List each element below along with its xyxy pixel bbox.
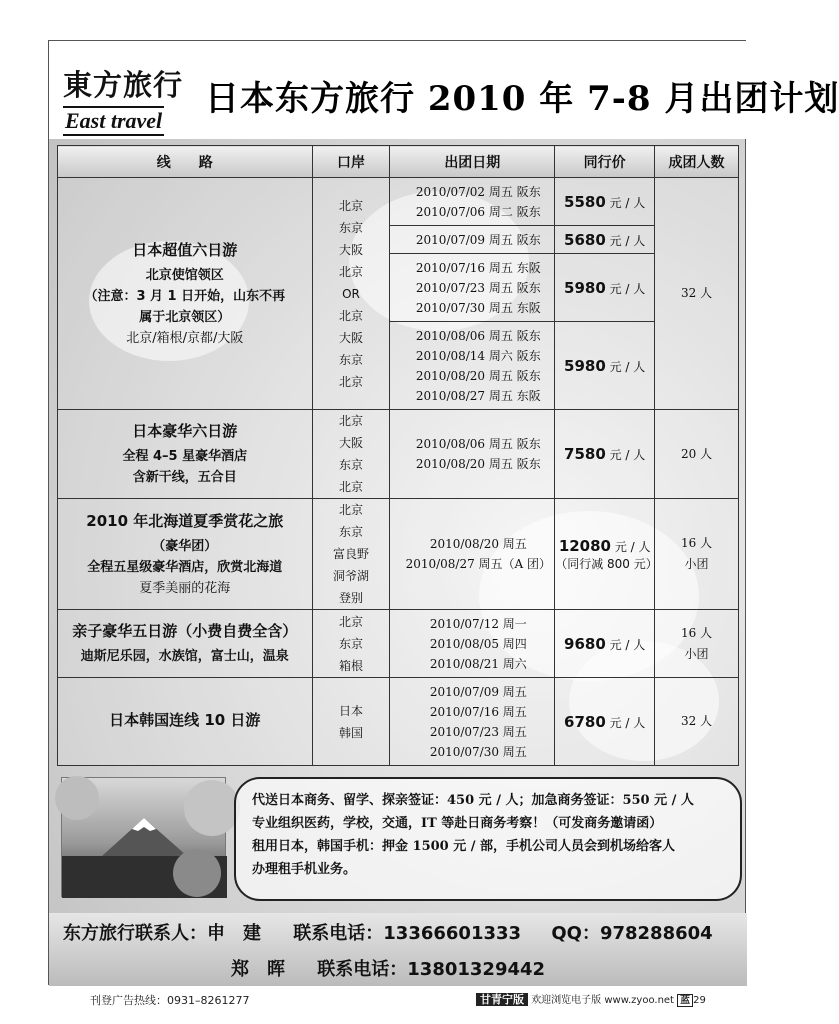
route-title: 亲子豪华五日游（小费自费全含） [72,622,298,640]
mount-fuji-icon [62,778,227,898]
route-title: 2010 年北海道夏季赏花之旅 [86,511,284,530]
departure-date: 2010/07/12 周一 [429,616,527,631]
price-cell [555,322,655,410]
price-unit: 元 / 人 [609,195,646,210]
route-cell [58,410,313,499]
dates-cell [390,178,555,226]
contact-qq: 978288604 [599,923,713,944]
departure-date: 2010/08/06 周五 阪东 [415,437,541,451]
price-unit: 元 / 人 [609,281,646,296]
departure-date: 2010/07/16 周五 东阪 [415,260,541,275]
port-city: OR [342,286,360,301]
port-city: 日本 [338,703,363,718]
dates-cell [390,226,555,254]
route-detail: 全程五星级豪华酒店，欣赏北海道 [87,559,283,575]
departure-date: 2010/08/20 周五 阪东 [415,457,541,471]
route-title: 日本豪华六日游 [132,422,238,440]
contact-label: 东方旅行联系人： [63,923,207,944]
price-value: 5980 [564,356,606,375]
group-size: 小团 [684,557,709,571]
departure-date: 2010/08/20 周五 [429,537,527,551]
dates-cell [390,610,555,678]
route-cell [58,499,313,610]
route-title: 日本超值六日游 [132,240,238,259]
departure-date: 2010/08/27 周五（A 团） [405,557,552,571]
departure-date: 2010/07/30 周五 [429,744,527,759]
port-cell [312,610,390,678]
port-city: 箱根 [338,658,363,673]
col-header-group-size: 成团人数 [655,146,739,178]
col-header-route: 线 路 [58,146,313,178]
group-size: 16 人 [681,536,713,550]
route-detail: 含新干线，五合目 [132,470,237,485]
section-label: 蓝 [677,994,693,1007]
price-unit: 元 / 人 [609,448,646,462]
price-cell [555,410,655,499]
route-cell [58,178,313,410]
dates-cell [390,322,555,410]
dates-cell [390,254,555,322]
price-unit: 元 / 人 [609,637,646,652]
departure-date: 2010/08/06 周五 阪东 [415,328,541,343]
price-value: 5680 [564,230,606,249]
brand-logo [63,63,203,133]
price-unit: 元 / 人 [614,539,651,554]
port-city: 洞爷湖 [332,569,369,583]
price-value: 7580 [564,445,606,463]
ad-hotline: 刊登广告热线：0931–8261277 [90,994,250,1007]
port-city: 北京 [338,374,363,389]
port-city: 北京 [338,503,363,517]
price-cell [555,610,655,678]
port-city: 大阪 [338,330,363,345]
route-detail: 属于北京领区） [139,309,231,325]
port-city: 北京 [338,308,363,323]
departure-date: 2010/08/21 周六 [429,656,527,671]
departure-date: 2010/07/23 周五 阪东 [415,280,541,295]
group-size: 小团 [684,646,709,661]
port-city: 北京 [338,264,363,279]
logo-chinese: 東方旅行 [63,68,184,102]
table-header-row [58,146,739,178]
ad-header [49,41,839,139]
price-note: （同行减 800 元） [555,556,658,571]
group-size-cell [655,678,739,766]
departure-date: 2010/07/23 周五 [429,724,527,739]
route-detail: （注意：3 月 1 日开始，山东不再 [84,288,286,304]
notice-line: 专业组织医药，学校，交通，IT 等赴日商务考察！（可发商务邀请函） [252,816,663,831]
port-city: 大阪 [338,242,363,257]
departure-date: 2010/08/20 周五 阪东 [415,368,541,383]
mount-fuji-photo [61,777,226,897]
notice-line: 代送日本商务、留学、探亲签证：450 元 / 人；加急商务签证：550 元 / 人 [252,793,694,808]
ad-headline: 日本东方旅行 2010 年 7-8 月出团计划 [205,79,839,119]
port-city: 北京 [338,198,363,213]
price-cell [555,178,655,226]
port-cell [312,678,390,766]
route-detail: 全程 4–5 星豪华酒店 [122,449,248,464]
phone-label: 联系电话： [317,959,408,980]
port-city: 大阪 [338,436,363,450]
route-detail: （豪华团） [152,538,218,554]
table-row [58,610,739,678]
route-detail: 夏季美丽的花海 [139,580,231,596]
port-city: 东京 [338,525,363,539]
port-city: 富良野 [332,547,369,561]
port-city: 东京 [338,352,363,367]
contact-name: 郑 晖 [231,959,285,980]
route-cell [58,678,313,766]
price-unit: 元 / 人 [609,715,646,730]
services-notice [234,777,742,901]
port-cell [312,410,390,499]
price-value: 6780 [564,712,606,731]
route-detail: 迪斯尼乐园，水族馆，富士山，温泉 [80,649,289,664]
table-row [58,499,739,610]
contact-phone: 13366601333 [383,923,522,944]
contact-bar [49,913,747,986]
port-city: 东京 [338,636,363,651]
col-header-port: 口岸 [312,146,390,178]
notice-line: 办理租手机业务。 [252,862,357,877]
notice-line: 租用日本，韩国手机：押金 1500 元 / 部，手机公司人员会到机场给客人 [252,839,676,854]
table-row [58,410,739,499]
departure-date: 2010/08/27 周五 东阪 [415,388,541,403]
tour-schedule-table [57,145,739,766]
contact-name: 申 建 [207,923,261,944]
col-header-dates: 出团日期 [390,146,555,178]
price-unit: 元 / 人 [609,359,646,374]
departure-date: 2010/07/06 周二 阪东 [415,204,541,219]
departure-date: 2010/07/30 周五 东阪 [415,300,541,315]
port-city: 韩国 [338,725,363,740]
port-cell [312,499,390,610]
price-cell [555,254,655,322]
route-title: 日本韩国连线 10 日游 [109,710,261,729]
route-detail: 北京使馆领区 [145,267,224,283]
contact-row-2 [231,955,545,981]
contact-row-1 [63,919,713,945]
ad-frame [48,40,839,985]
price-cell [555,678,655,766]
route-detail: 北京/箱根/京都/大阪 [126,330,244,346]
price-value: 5980 [564,278,606,297]
dates-cell [390,499,555,610]
col-header-price: 同行价 [555,146,655,178]
qq-label: QQ： [551,923,600,944]
price-value: 5580 [564,192,606,211]
departure-date: 2010/08/14 周六 阪东 [415,348,541,363]
page-number: 29 [693,995,706,1006]
contact-phone: 13801329442 [407,959,546,980]
page-footer [476,991,706,1007]
port-city: 东京 [338,458,363,472]
port-cell [312,178,390,410]
departure-date: 2010/08/05 周四 [429,636,527,651]
departure-date: 2010/07/16 周五 [429,704,527,719]
dates-cell [390,410,555,499]
table-row [58,178,739,226]
group-size: 32 人 [681,286,713,300]
group-size-cell [655,610,739,678]
price-cell [555,499,658,610]
port-city: 北京 [338,614,363,629]
group-size: 16 人 [681,625,713,640]
port-city: 北京 [338,414,363,428]
price-unit: 元 / 人 [609,233,646,248]
site-link[interactable]: 欢迎浏览电子版 www.zyoo.net [531,995,674,1006]
departure-date: 2010/07/09 周五 [429,684,527,699]
edition-badge: 甘青宁版 [476,993,528,1006]
logo-english: East travel [63,106,164,136]
group-size: 32 人 [681,714,713,728]
route-cell [58,610,313,678]
price-value: 9680 [564,634,606,653]
port-city: 东京 [338,220,363,235]
group-size-cell [655,178,739,410]
group-size: 20 人 [681,446,713,461]
port-city: 北京 [338,480,363,494]
departure-date: 2010/07/09 周五 阪东 [415,232,541,247]
dates-cell [390,678,555,766]
group-size-cell [655,410,739,499]
group-size-cell [655,499,739,610]
table-row [58,678,739,766]
price-cell [555,226,655,254]
port-city: 登别 [338,591,363,605]
price-value: 12080 [558,536,611,555]
phone-label: 联系电话： [293,923,384,944]
departure-date: 2010/07/02 周五 阪东 [415,184,541,199]
